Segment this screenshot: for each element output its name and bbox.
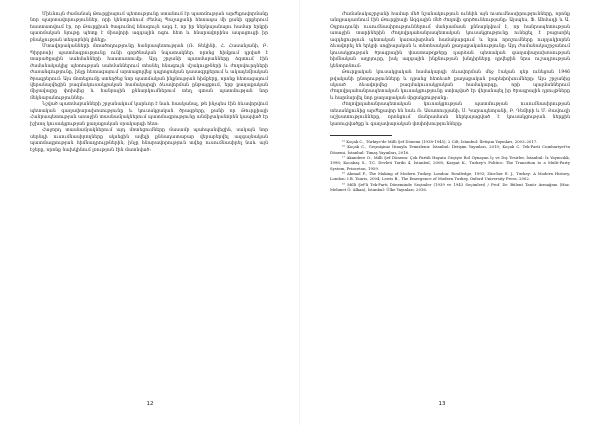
page-number: 12: [146, 401, 154, 407]
right-page: [300, 0, 600, 425]
paragraph: Մտավորականների մտածողությունը հանրապետության (Ռ. Տեկինի, Հ. Հասանյանի, Բ. Պիրրոսի) պատմագրությունը ունի գործնական նպատակներ, որոնց հիմքում դրված է տարածքային սահմանների հաստատումը։ Այդ շրջանի պատմաբանները ձգտում էին ժամանակակից պետության սահմաններում տեսնել հնագույն մշակույթների և ժողովուրդների ժառանգությունը, ինչը հետագայում արտացոլվեց դպրոցական դասագրքերում և ակադեմիական ծրագրերում։ Այս մոտեցումը ստեղծեց նոր պատմական ինքնության հիմքերը, որոնք հետագայում վերանայվեցին բազմակուսակցական համակարգի ձևավորման ընթացքում, երբ քաղաքական միջավայրը փոխվեց և հանրային քննարկումներում տեղ գտան պատմության նոր մեկնաբանություններ։: [30, 44, 268, 101]
paragraph: Ժողովրդահանրապետական կուսակցության պատմության ուսումնասիրության տեսանկյունից արժեքավոր են նաև Ռ. Ասատուրյանի, Ս. Կարապետյանի, Բ. Դեմիրի և Մ. Յավուզի աշխատությունները, որոնցում մանրամասն ներկայացված է կուսակցության ներքին կառուցվածքը և գաղափարական փոփոխությունները։: [330, 102, 570, 127]
page-number: 13: [438, 401, 446, 407]
left-page-body: [30, 12, 268, 154]
footnote: ¹⁸ Ahmad F., The Making of Modern Turkey, London: Routledge, 1993; Zürcher E. J., Turkey: A Modern History, London: I.B. Tauris, 2004; Lewis B., The Emergence of Modern Turkey, Oxford University Press, 2002.: [330, 170, 570, 182]
paragraph: Ժամանակաշրջանի համար մեծ նշանակություն ունեին այն ուսումնասիրությունները, որոնք անդրադառնում էին Թուրքիայի Ազգային մեծ ժողովի գործունեությանը։ Այսպես, Ֆ. Ահմադի և Ա. Օզբուդունի ուսումնասիրություններում մանրամասն քննարկվում է, որ հանրապետության առաջին տարիներին Ժողովրդահանրապետական կուսակցությունը ունեցել է բացառիկ ազդեցություն պետական կառավարման համակարգում և նրա որոշումները ուղղակիորեն ձևավորել են երկրի սոցիալական և տնտեսական քաղաքականությունը։ Այդ ժամանակաշրջանում կուսակցության ծրագրային փաստաթղթերը դարձան պետական գաղափարախոսության հիմնական աղբյուրը, իսկ ազգային ինքնության խնդիրները դրվեցին նրա ուշադրության կենտրոնում։: [330, 12, 570, 69]
footnotes: [330, 139, 570, 192]
footnote: ¹⁵ Koçak C., Türkiye'de Milli Şef Dönemi (1938-1945), 2 Cilt, İstanbul: İletişim Yayınları, 2003–2017.: [342, 139, 538, 145]
footnote: ¹⁷ Akandere O., Milli Şef Dönemi: Çok Partili Hayata Geçişte Rol Oynayan İç ve Dış Tesirler, İstanbul: İz Yayıncılık, 1998; Kocabaş S., T.C. Devleti Tarihi 4, İstanbul, 2008; Karpat K., Turkey's Politics: The Transition to a Multi-Party System, Princeton, 1959.: [330, 155, 570, 171]
paragraph: Նշված պատմաբանների շրջանակում կարևոր է նաև հասկանալ, թե ինչպես էին ձևավորվում պետական գաղափարախոսությունը և կուսակցական ծրագրերը, քանի որ Թուրքիայի Հանրապետության առաջին տասնամյակներում պատմագրությունը անմիջականորեն կապված էր իշխող կուսակցության քաղաքական օրակարգի հետ։: [30, 102, 268, 127]
paragraph: Թուրքական կուսակցական համակարգի ձևավորման մեջ էական դեր ունեցան 1946 թվականի ընտրությունները և դրանց հետևած քաղաքական բարեփոխումները։ Այս շրջանից սկսած ձևավորվեց բազմակուսակցական համակարգը, որի պայմաններում Ժողովրդահանրապետական կուսակցությունը ստիպված էր վերանայել իր ծրագրային դրույթները և հարմարվել նոր քաղաքական մրցակցությանը։: [330, 70, 570, 101]
paragraph: Միևնույն ժամանակ Թուրքիայում պետությունը ստանում էր պատմության արժեքավորմանը նոր պարտավորություններ, որի կենտրոնում Ժեմալ Պաշալյանի հետագա մի քանի գրքերում հաստատվում էր, որ Թուրքիան ծագումով հնագույն ազգ է, որ իր ներկայանալու համար երկրի պատմական նյութը պետք է միավորի ազգային ոգու հետ և հնարավորինս ապացուցի իր բնակչության տեղաբնիկ լինելը։: [30, 12, 268, 43]
paragraph: Հաջորդ տասնամյակներում այդ մոտեցումները մասամբ պահպանվեցին, սակայն նոր սերնդի ուսումնասիրողները սկսեցին ավելի քննադատաբար վերաբերվել ազգայնական պատմագրության հիմնադրույթներին, ինչը հնարավորություն տվեց ուսումնասիրել նաև այն էջերը, որոնք նախկինում լռության էին մատնված։: [30, 128, 268, 153]
footnote: ¹⁹ Milli Şef'li Tek-Parti Döneminde Seçimler (1939 ve 1943 Seçimleri) / Prof. Dr. Bülent Tanör Armağanı (Haz. Mehmet Ö. Alkan), İstanbul: Ülke Yayınları, 2016.: [330, 181, 570, 192]
footnote: ¹⁶ Koçak C., Geçmişiniz İtinayla Temizlenir. İstanbul: İletişim Yayınları, 2010; Koçak C. Tek-Parti Cumhuriyet'in Dönemi, İstanbul: Timaş Yayınları, 2016.: [330, 144, 570, 155]
footnote-rule: [330, 135, 392, 136]
right-page-body: [330, 12, 570, 192]
